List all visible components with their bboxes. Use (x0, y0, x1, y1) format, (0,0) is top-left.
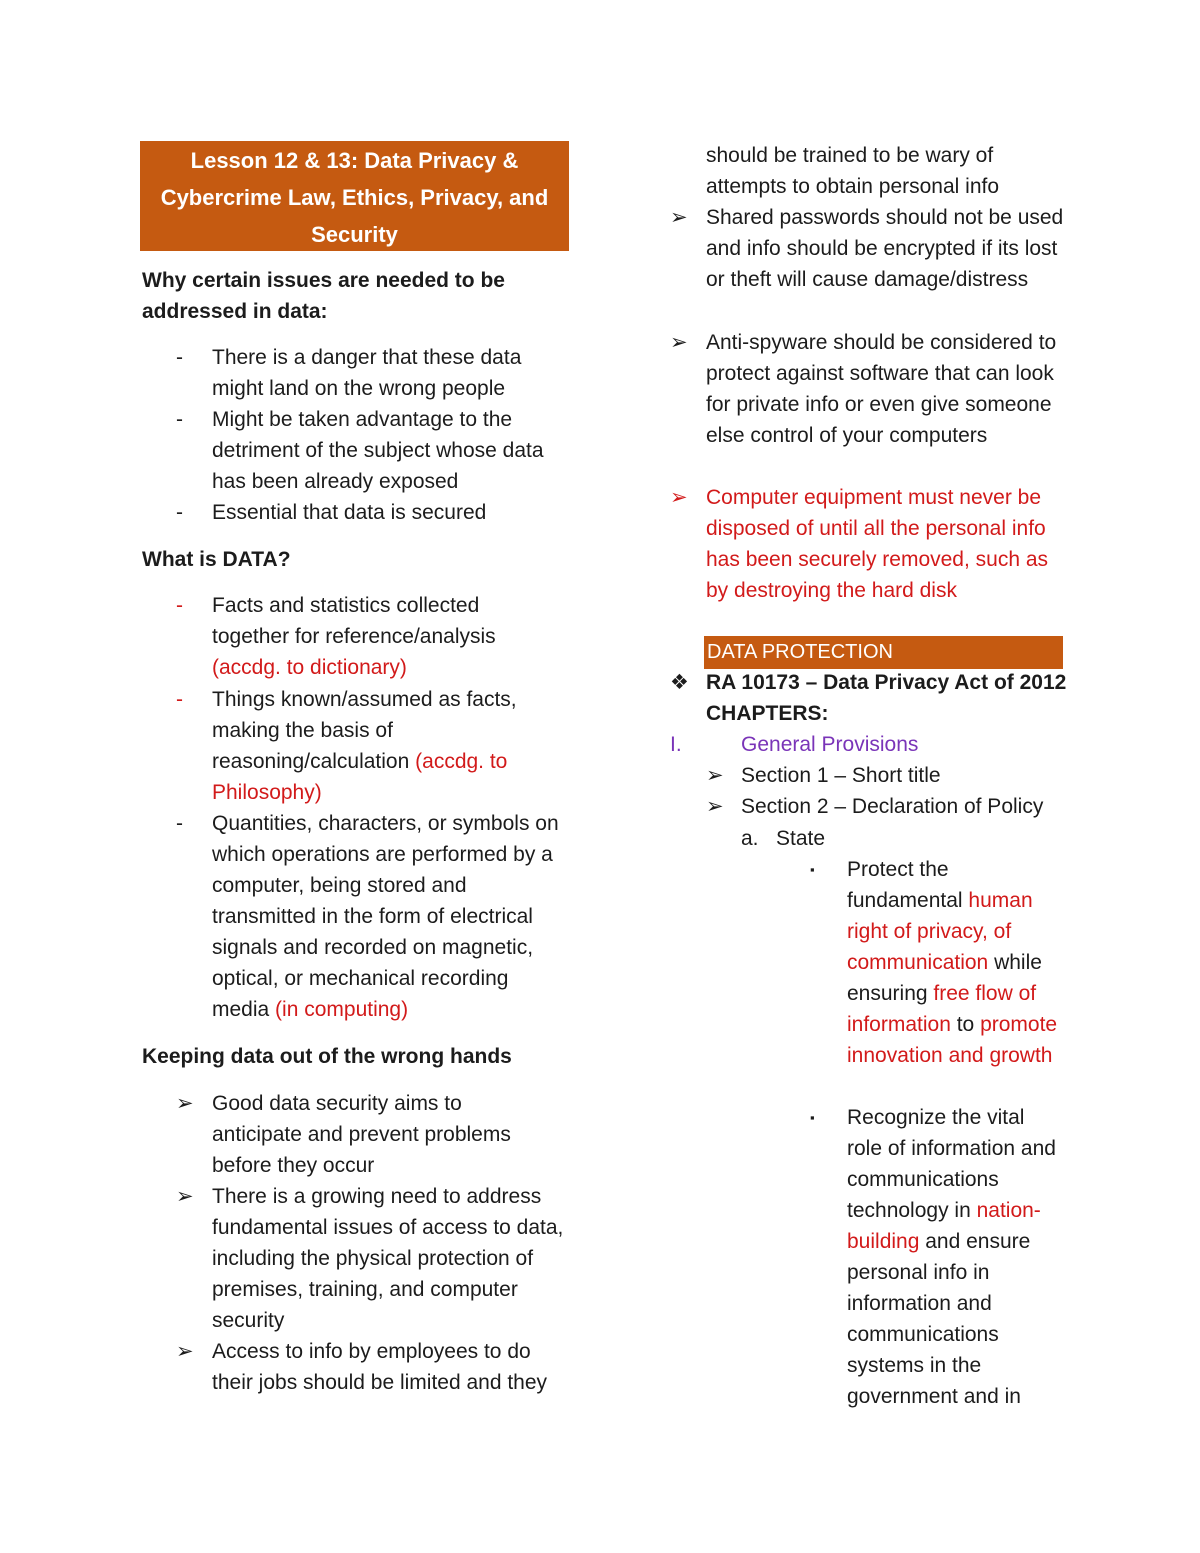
arrow-bullet-icon: ➢ (670, 486, 688, 509)
why-item: Essential that data is secured (212, 501, 487, 524)
policy-text: to (950, 1013, 981, 1036)
policy-text: Protect the fundamental (847, 858, 969, 912)
definition-text: Quantities, characters, or symbols on which operations are performed by a computer, being stored and transmitted in the form of electrical signals and recorded on magnetic, optical, or mechanical recording media (212, 812, 559, 1021)
continued-item: should be trained to be wary of attempts to obtain personal info (706, 144, 1000, 198)
arrow-bullet-icon: ➢ (706, 795, 724, 818)
act-title: RA 10173 – Data Privacy Act of 2012 CHAPTERS: (706, 671, 1067, 725)
definition-source: (in computing) (275, 998, 409, 1021)
policy-item (847, 854, 1062, 1071)
policy-highlight: promote innovation and growth (847, 1013, 1058, 1067)
policy-highlight: nation-building (847, 1199, 1041, 1253)
why-item: There is a danger that these data might land on the wrong people (212, 346, 522, 400)
square-bullet-icon: ▪ (810, 862, 815, 877)
lesson-title-box (140, 141, 569, 251)
dash-bullet: - (176, 594, 183, 617)
square-bullet-icon: ▪ (810, 1110, 815, 1125)
sub-label: a. (741, 827, 759, 850)
section-item: Section 1 – Short title (741, 764, 941, 787)
keeping-heading: Keeping data out of the wrong hands (142, 1045, 512, 1068)
security-item: Anti-spyware should be considered to protect against software that can look for private info or even give someone else control of your computers (706, 331, 1057, 447)
data-heading: What is DATA? (142, 548, 291, 571)
dash-bullet: - (176, 501, 183, 524)
section-item: Section 2 – Declaration of Policy (741, 795, 1044, 818)
policy-text: Recognize the vital role of information and communications technology in (847, 1106, 1056, 1222)
arrow-bullet-icon: ➢ (176, 1185, 194, 1208)
arrow-bullet-icon: ➢ (176, 1340, 194, 1363)
why-item: Might be taken advantage to the detriment of the subject whose data has been already exposed (212, 408, 544, 493)
security-item: Shared passwords should not be used and info should be encrypted if its lost or theft will cause damage/distress (706, 206, 1064, 291)
policy-text: while ensuring (847, 951, 1042, 1005)
policy-highlight: human right of privacy, of communication (847, 889, 1033, 974)
lesson-title: Lesson 12 & 13: Data Privacy & Cybercrime Law, Ethics, Privacy, and Security (160, 148, 549, 247)
policy-item (847, 1102, 1059, 1412)
dash-bullet: - (176, 812, 183, 835)
arrow-bullet-icon: ➢ (176, 1092, 194, 1115)
data-definition-item (212, 590, 552, 683)
keeping-item: There is a growing need to address fundamental issues of access to data, including the physical protection of premises, training, and computer security (212, 1185, 564, 1332)
sub-text: State (776, 827, 826, 850)
arrow-bullet-icon: ➢ (670, 206, 688, 229)
policy-highlight: free flow of information (847, 982, 1037, 1036)
dash-bullet: - (176, 688, 183, 711)
data-protection-heading: DATA PROTECTION (707, 641, 893, 663)
definition-source: (accdg. to dictionary) (212, 656, 407, 679)
data-definition-item (212, 808, 567, 1025)
keeping-item: Access to info by employees to do their jobs should be limited and they (212, 1340, 548, 1394)
chapter-number: I. (670, 733, 682, 756)
why-heading: Why certain issues are needed to be addressed in data: (142, 269, 505, 323)
diamond-bullet-icon: ❖ (670, 671, 689, 694)
data-protection-heading-box (704, 636, 1063, 669)
policy-text: and ensure personal info in information and communications systems in the government and in (847, 1230, 1031, 1408)
arrow-bullet-icon: ➢ (706, 764, 724, 787)
dash-bullet: - (176, 346, 183, 369)
definition-text: Facts and statistics collected together for reference/analysis (212, 594, 496, 648)
chapter-title: General Provisions (741, 733, 919, 756)
security-item-highlight: Computer equipment must never be disposed of until all the personal info has been securely removed, such as by destroying the hard disk (706, 486, 1049, 602)
data-definition-item (212, 684, 547, 808)
dash-bullet: - (176, 408, 183, 431)
keeping-item: Good data security aims to anticipate and prevent problems before they occur (212, 1092, 511, 1177)
arrow-bullet-icon: ➢ (670, 331, 688, 354)
definition-text: Things known/assumed as facts, making the basis of reasoning/calculation (212, 688, 517, 773)
definition-source: (accdg. to Philosophy) (212, 750, 508, 804)
